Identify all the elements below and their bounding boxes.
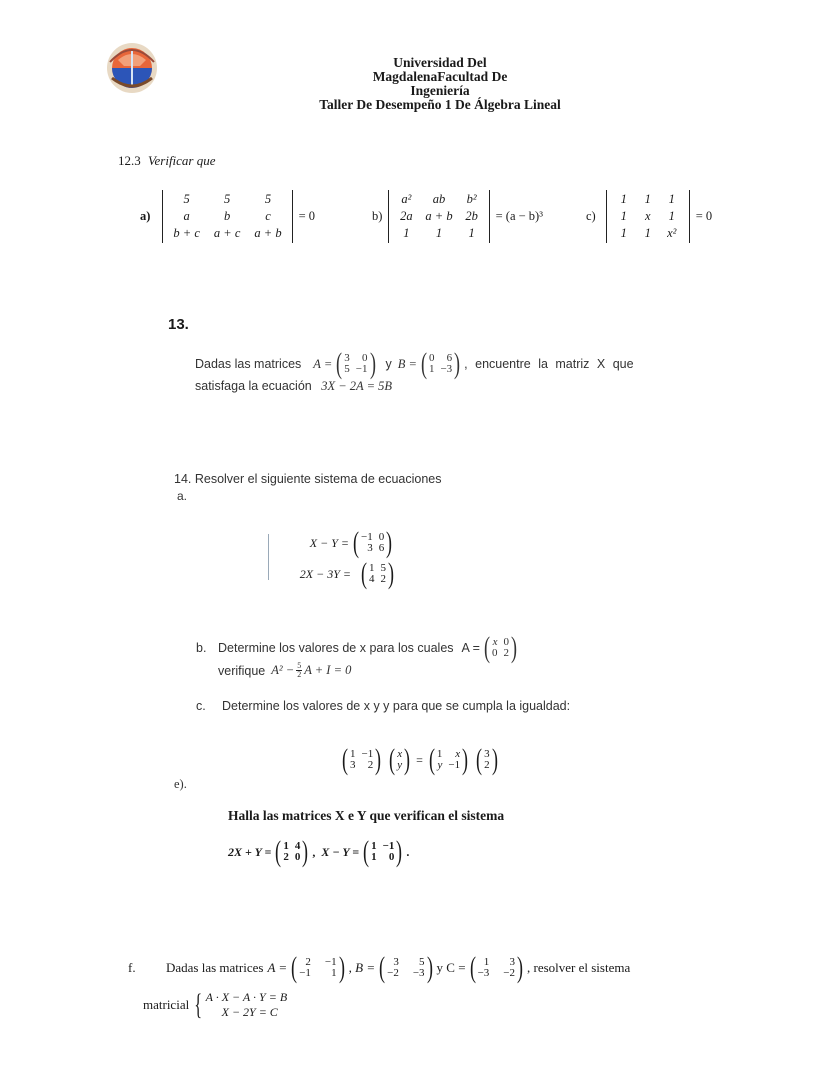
item-label: c. — [196, 699, 206, 713]
item-label: b. — [196, 641, 207, 655]
cell: ab — [432, 192, 446, 206]
cell: 0 — [294, 851, 301, 863]
cell: −1 — [448, 759, 461, 771]
cell: x — [492, 636, 498, 648]
cell: b — [224, 209, 231, 223]
determinant-result: = 0 — [695, 209, 713, 223]
exercise-14-b-line-2 — [218, 662, 351, 679]
exercise-title: Verificar que — [148, 153, 216, 168]
cell: −3 — [477, 967, 490, 979]
vector: ( 3 2 ) — [476, 743, 498, 776]
matrix-C: ( 1 3 −3 −2 ) — [469, 951, 523, 984]
header-line: Universidad Del — [393, 55, 487, 70]
fraction — [296, 662, 302, 679]
cell: 0 — [362, 352, 368, 364]
determinant-result: = 0 — [298, 209, 316, 223]
exercise-12-3-a — [140, 190, 315, 243]
exercise-13-line-1 — [195, 347, 634, 380]
left-brace-icon: { — [194, 988, 203, 1021]
cell: 1 — [428, 363, 435, 375]
cell: 0 — [491, 647, 498, 659]
cell: −1 — [361, 748, 374, 760]
system-eq-2 — [275, 557, 398, 590]
cell: a + b — [425, 209, 453, 223]
cell: 1 — [371, 840, 377, 852]
cell: 4 — [369, 573, 375, 585]
statement-text: Dadas las matrices — [166, 960, 264, 975]
cell: a² — [401, 192, 412, 206]
cell: 1 — [436, 748, 443, 760]
exercise-12-3-b — [372, 190, 543, 243]
cell: 2 — [503, 647, 509, 659]
cell: 3 — [344, 352, 350, 364]
cell: x — [455, 748, 461, 760]
cell: −2 — [387, 967, 399, 979]
statement-text: Determine los valores de x y y para que se cumpla la igualdad: — [222, 699, 571, 713]
exercise-14-e-label: e). — [174, 777, 187, 791]
equation-lhs: 2X + Y = — [228, 844, 272, 859]
matrix: ( −1 0 3 6 ) — [353, 526, 393, 559]
item-label: a) — [140, 209, 151, 223]
cell: 1 — [620, 209, 627, 223]
cell: −1 — [382, 840, 395, 852]
cell: 0 — [378, 531, 385, 543]
exercise-12-3-title — [118, 153, 216, 169]
exercise-14-e-text: Halla las matrices X e Y que verifican el sistema — [228, 808, 505, 823]
matrix: ( 1 4 2 0 ) — [275, 835, 309, 868]
cell: 2 — [484, 759, 490, 771]
exercise-14-a-label: a. — [177, 489, 188, 503]
header-line: Taller De Desempeño 1 De Álgebra Lineal — [319, 97, 561, 112]
cell: 5 — [264, 192, 272, 206]
matrix-label: , B = — [348, 960, 376, 975]
matrix: ( 1 x y −1 ) — [428, 743, 469, 776]
cell: 1 — [644, 226, 651, 240]
exercise-14-c-equation — [338, 743, 502, 776]
matrix-A: ( 2 −1 −1 1 ) — [291, 951, 345, 984]
matrix-A: ( 3 0 5 −1 ) — [336, 347, 376, 380]
cell: 1 — [331, 967, 337, 979]
matrix-label: A = — [461, 641, 480, 655]
cell: a + c — [213, 226, 241, 240]
cell: c — [265, 209, 271, 223]
university-seal-icon — [104, 42, 160, 94]
statement-text: Dadas las matrices — [195, 357, 302, 371]
matrix-label: A = — [313, 356, 333, 371]
cell: 2 — [380, 573, 386, 585]
matrix-A: ( x 0 0 2 ) — [483, 631, 517, 664]
cell: 3 — [367, 542, 373, 554]
cell: 3 — [350, 759, 356, 771]
exercise-14-f-line-1 — [128, 951, 631, 984]
cell: −3 — [412, 967, 425, 979]
cell: y — [437, 759, 443, 771]
cell: b² — [466, 192, 477, 206]
cell: 1 — [668, 192, 675, 206]
cell: 2 — [283, 851, 289, 863]
cell: 3 — [393, 956, 399, 968]
separator: , — [312, 844, 316, 859]
equation-lhs: X − Y = — [309, 535, 349, 550]
cell: 1 — [371, 851, 377, 863]
period: . — [406, 844, 410, 859]
exercise-14-f-line-2 — [143, 990, 287, 1020]
statement-text: Determine los valores de x para los cuales — [218, 641, 454, 655]
exercise-13-line-2 — [195, 379, 392, 394]
cell: y — [397, 759, 403, 771]
exercise-number: 12.3 — [118, 153, 141, 168]
cell: 2b — [465, 209, 478, 223]
exercise-14-c-line — [196, 699, 570, 713]
statement-text: satisfaga la ecuación — [195, 379, 312, 393]
header-line: MagdalenaFacultad De — [372, 69, 508, 84]
cell: x — [644, 209, 651, 223]
exercise-14-b-line-1 — [196, 631, 521, 664]
matrix-B: ( 3 5 −2 −3 ) — [379, 951, 433, 984]
cell: 5 — [344, 363, 350, 375]
determinant — [162, 190, 292, 243]
cell: −1 — [299, 967, 311, 979]
matrix-label: B = — [397, 356, 417, 371]
exercise-14-e-system — [228, 835, 410, 868]
equation-part: A² − — [271, 663, 295, 677]
cell: 1 — [620, 226, 627, 240]
system-bar — [268, 534, 269, 580]
university-logo — [104, 42, 160, 94]
determinant — [388, 190, 489, 243]
header-line: Ingeniería — [410, 83, 470, 98]
exercise-14-title: 14. Resolver el siguiente sistema de ecuaciones — [174, 472, 442, 486]
item-label: f. — [128, 960, 136, 975]
item-label: b) — [372, 209, 383, 223]
cell: b + c — [173, 226, 200, 240]
denominator: 2 — [297, 670, 302, 679]
matrix-label: A = — [267, 960, 288, 975]
item-label: c) — [586, 209, 596, 223]
statement-text: , encuentre la matriz X que — [464, 357, 634, 371]
cell: −1 — [361, 531, 373, 543]
cell: −2 — [503, 967, 515, 979]
determinant — [606, 190, 690, 243]
cell: 2 — [367, 759, 374, 771]
cell: 1 — [668, 209, 675, 223]
exercise-13-number: 13. — [168, 316, 189, 333]
equals-sign: = — [416, 752, 423, 767]
conjunction: y — [385, 357, 392, 371]
cell: −3 — [440, 363, 453, 375]
cell: 5 — [380, 562, 386, 574]
cell: 2a — [400, 209, 413, 223]
cell: 0 — [503, 636, 509, 648]
matrix-B: ( 0 6 1 −3 ) — [420, 347, 461, 380]
system-equation: A · X − A · Y = B — [205, 990, 288, 1004]
cell: 6 — [378, 542, 385, 554]
statement-text: , resolver el sistema — [527, 960, 631, 975]
matrix: ( 1 −1 1 0 ) — [363, 835, 403, 868]
system-eq-1 — [285, 526, 396, 559]
statement-text: matricial — [143, 997, 190, 1012]
document-header — [280, 56, 600, 112]
matrix-label: y C = — [436, 960, 466, 975]
cell: 1 — [350, 748, 356, 760]
exercise-12-3-c — [586, 190, 712, 243]
cell: a + b — [254, 226, 282, 240]
determinant-result: = (a − b)³ — [495, 209, 543, 223]
cell: 3 — [509, 956, 515, 968]
cell: −1 — [355, 363, 368, 375]
cell: 1 — [403, 226, 410, 240]
cell: 1 — [283, 840, 289, 852]
cell: 2 — [305, 956, 311, 968]
matrix-system — [206, 990, 288, 1020]
cell: 0 — [388, 851, 395, 863]
statement-text: verifique — [218, 663, 266, 678]
cell: 3 — [484, 748, 490, 760]
vector: ( x y ) — [389, 743, 411, 776]
cell: 0 — [428, 352, 435, 364]
equation-part: A + I = 0 — [304, 663, 352, 677]
matrix: ( 1 −1 3 2 ) — [342, 743, 382, 776]
cell: x² — [667, 226, 677, 240]
cell: 1 — [435, 226, 443, 240]
cell: 1 — [620, 192, 627, 206]
cell: 6 — [446, 352, 453, 364]
cell: 1 — [468, 226, 475, 240]
equation: 3X − 2A = 5B — [321, 379, 393, 393]
cell: 5 — [183, 192, 190, 206]
cell: 5 — [224, 192, 231, 206]
equation-lhs: 2X − 3Y = — [299, 566, 351, 581]
cell: 1 — [644, 192, 651, 206]
cell: 1 — [369, 562, 375, 574]
cell: −1 — [324, 956, 337, 968]
numerator: 5 — [297, 661, 302, 670]
cell: 1 — [483, 956, 490, 968]
matrix: ( 1 5 4 2 ) — [361, 557, 394, 590]
system-equation: X − 2Y = C — [221, 1005, 278, 1019]
cell: a — [183, 209, 190, 223]
cell: x — [397, 748, 403, 760]
cell: 5 — [419, 956, 425, 968]
equation-lhs: X − Y = — [321, 844, 360, 859]
cell: 4 — [294, 840, 301, 852]
